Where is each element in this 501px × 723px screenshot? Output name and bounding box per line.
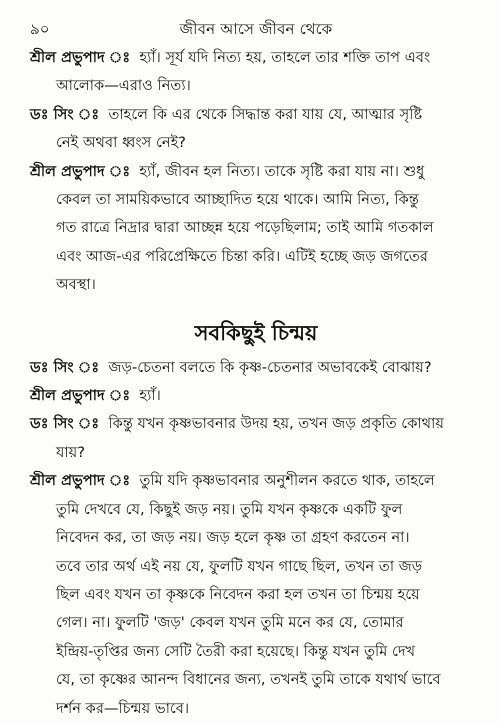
dialogue-entry xyxy=(30,101,482,158)
speech-text: গত রাত্রে নিদ্রার দ্বারা আচ্ছন্ন হয়ে পড়েছিলাম; তাই আমি গতকাল xyxy=(56,219,434,237)
speech-text: ইন্দ্রিয়-তৃপ্তির জন্য সেটি তৈরী করা হয়েছে। কিন্তু যখন তুমি দেখ xyxy=(56,642,416,660)
speech-text: এবং আজ-এর পরিপ্রেক্ষিতে চিন্তা করি। এটিই হচ্ছে জড় জগতের xyxy=(56,247,428,265)
speaker-label: শ্রীল প্রভুপাদ ঃ xyxy=(30,387,131,405)
speech-text: জড়-চেতনা বলতে কি কৃষ্ণ-চেতনার অভাবকেই বোঝায়? xyxy=(108,358,432,376)
dialogue-section-2 xyxy=(30,354,482,723)
speech-text: যায়? xyxy=(56,443,85,461)
speaker-label: ডঃ সিং ঃ xyxy=(30,415,100,433)
dialogue-entry xyxy=(30,467,482,723)
dialogue-entry xyxy=(30,410,482,467)
speech-text: আলোক—এরাও নিত্য। xyxy=(56,77,191,95)
dialogue-section-1 xyxy=(30,44,482,300)
speaker-label: শ্রীল প্রভুপাদ ঃ xyxy=(30,162,131,180)
page-header xyxy=(30,14,482,44)
speaker-label: ডঃ সিং ঃ xyxy=(30,105,100,123)
speech-text: হ্যাঁ। xyxy=(139,387,161,405)
dialogue-entry xyxy=(30,354,482,382)
speech-text: কিন্তু যখন কৃষ্ণভাবনার উদয় হয়, তখন জড় প্রকৃতি কোথায় xyxy=(108,415,444,433)
speech-text: নেই অথবা ধ্বংস নেই? xyxy=(56,134,186,152)
speech-text: যে, তা কৃষ্ণের আনন্দ বিধানের জন্য, তখনই তুমি তাকে যথার্থ ভাবে xyxy=(56,671,441,689)
dialogue-entry xyxy=(30,158,482,300)
speech-text: হ্যাঁ, জীবন হল নিত্য। তাকে সৃষ্টি করা যায় না। শুধু xyxy=(139,162,425,180)
speech-text: দর্শন কর—চিন্ময় ভাবে। xyxy=(56,699,190,717)
speaker-label: শ্রীল প্রভুপাদ ঃ xyxy=(30,49,131,66)
page-number: ৯০ xyxy=(30,20,50,38)
running-head: জীবন আসে জীবন থেকে xyxy=(179,20,333,38)
dialogue-entry xyxy=(30,44,482,101)
speaker-label: শ্রীল প্রভুপাদ ঃ xyxy=(30,472,131,490)
dialogue-entry xyxy=(30,382,482,410)
book-page xyxy=(30,14,482,717)
speech-text: ছিল এবং যখন তা কৃষ্ণকে নিবেদন করা হল তখন তা চিন্ময় হয়ে xyxy=(56,585,420,603)
speech-text: নিবেদন কর, তা জড় নয়। জড় হলে কৃষ্ণ তা গ্রহণ করতেন না। xyxy=(56,529,410,547)
speech-text: কেবল তা সাময়িকভাবে আচ্ছাদিত হয়ে থাকে। আমি নিত্য, কিন্তু xyxy=(56,191,419,209)
speech-text: তবে তার অর্থ এই নয় যে, ফুলটি যখন গাছে ছিল, তখন তা জড় xyxy=(56,557,423,575)
speech-text: হ্যাঁ। সূর্য যদি নিত্য হয়, তাহলে তার শক্তি তাপ এবং xyxy=(139,49,431,66)
speech-text: গেল। না। ফুলটি 'জড়' কেবল যখন তুমি মনে কর যে, তোমার xyxy=(56,614,404,632)
speaker-label: ডঃ সিং ঃ xyxy=(30,358,100,376)
speech-text: তাহলে কি এর থেকে সিদ্ধান্ত করা যায় যে, আত্মার সৃষ্টি xyxy=(108,105,423,123)
speech-text: অবস্থা। xyxy=(56,276,96,294)
speech-text: তুমি যদি কৃষ্ণভাবনার অনুশীলন করতে থাক, তাহলে xyxy=(139,472,435,490)
speech-text: তুমি দেখবে যে, কিছুই জড় নয়। তুমি যখন কৃষ্ণকে একটি ফুল xyxy=(56,500,403,518)
section-title: সবকিছুই চিন্ময় xyxy=(194,320,318,345)
